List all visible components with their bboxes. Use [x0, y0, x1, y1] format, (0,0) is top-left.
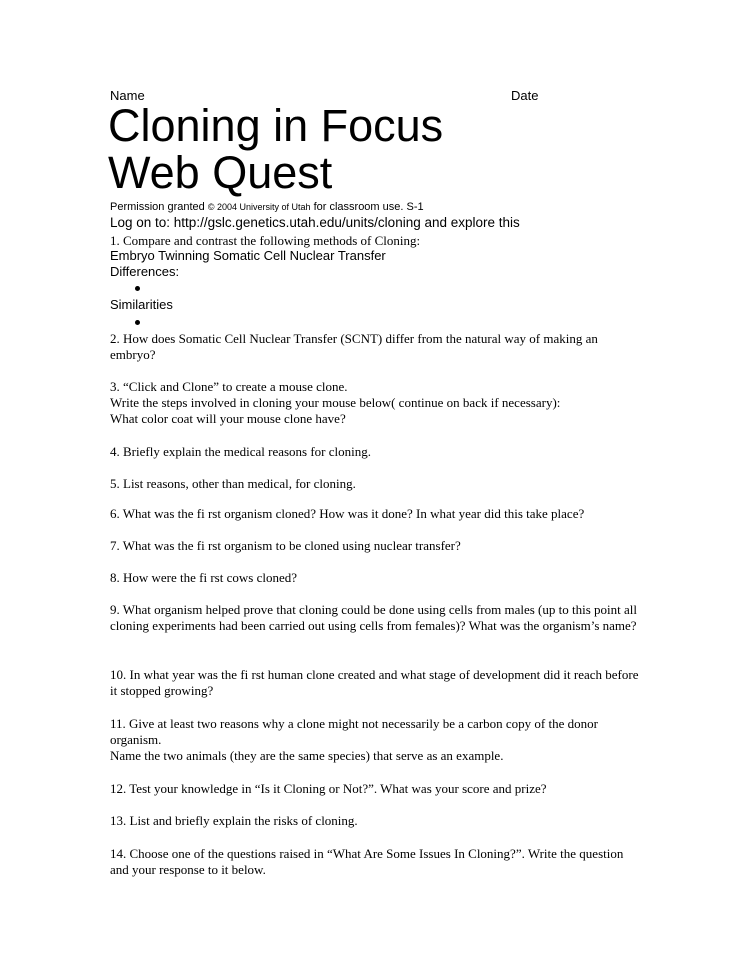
question-13: 13. List and briefly explain the risks of cloning.: [110, 813, 358, 828]
permission-part-3: for classroom use. S-1: [310, 201, 424, 213]
similarities-label: Similarities: [110, 297, 173, 312]
question-8: 8. How were the fi rst cows cloned?: [110, 570, 297, 585]
title-line-1: Cloning in Focus: [108, 100, 444, 151]
title-line-2: Web Quest: [108, 147, 333, 198]
cloning-methods: Embryo Twinning Somatic Cell Nuclear Transfer: [110, 248, 386, 263]
question-11: [110, 716, 640, 764]
question-5: 5. List reasons, other than medical, for cloning.: [110, 476, 356, 491]
differences-label: Differences:: [110, 264, 180, 279]
similarities-bullet: [135, 320, 140, 325]
question-2: 2. How does Somatic Cell Nuclear Transfer (SCNT) differ from the natural way of making an embryo?: [110, 331, 598, 362]
question-14: 14. Choose one of the questions raised in “What Are Some Issues In Cloning?”. Write the question and your response to it below.: [110, 846, 624, 877]
page-title: [108, 102, 443, 196]
permission-notice: [110, 201, 424, 213]
logon-instruction: Log on to: http://gslc.genetics.utah.edu/units/cloning and explore this: [110, 215, 520, 230]
copyright-text: © 2004 University of Utah: [207, 202, 311, 212]
date-label: Date: [511, 88, 539, 103]
question-1: 1. Compare and contrast the following methods of Cloning:: [110, 233, 421, 248]
question-4: 4. Briefly explain the medical reasons for cloning.: [110, 444, 372, 459]
question-10: 10. In what year was the fi rst human clone created and what stage of development did it reach before it stopped growing?: [110, 667, 639, 698]
differences-bullet: [135, 286, 140, 291]
question-3-line-2: Write the steps involved in cloning your mouse below( continue on back if necessary):: [110, 395, 561, 410]
question-7: 7. What was the fi rst organism to be cloned using nuclear transfer?: [110, 538, 461, 553]
name-label: Name: [110, 88, 145, 103]
question-11-line-2: Name the two animals (they are the same species) that serve as an example.: [110, 748, 504, 763]
question-9: 9. What organism helped prove that cloning could be done using cells from males (up to this point all cloning experiments had been carried out using cells from females)? What was the organism’s name?: [110, 602, 638, 633]
question-12: 12. Test your knowledge in “Is it Cloning or Not?”. What was your score and prize?: [110, 781, 547, 796]
question-11-line-1: 11. Give at least two reasons why a clone might not necessarily be a carbon copy of the donor organism.: [110, 716, 598, 747]
question-3-line-3: What color coat will your mouse clone have?: [110, 411, 346, 426]
question-3-line-1: 3. “Click and Clone” to create a mouse clone.: [110, 379, 348, 394]
question-6: 6. What was the fi rst organism cloned? How was it done? In what year did this take place?: [110, 506, 585, 521]
permission-part-1: Permission granted: [110, 201, 208, 213]
question-3: [110, 379, 640, 427]
